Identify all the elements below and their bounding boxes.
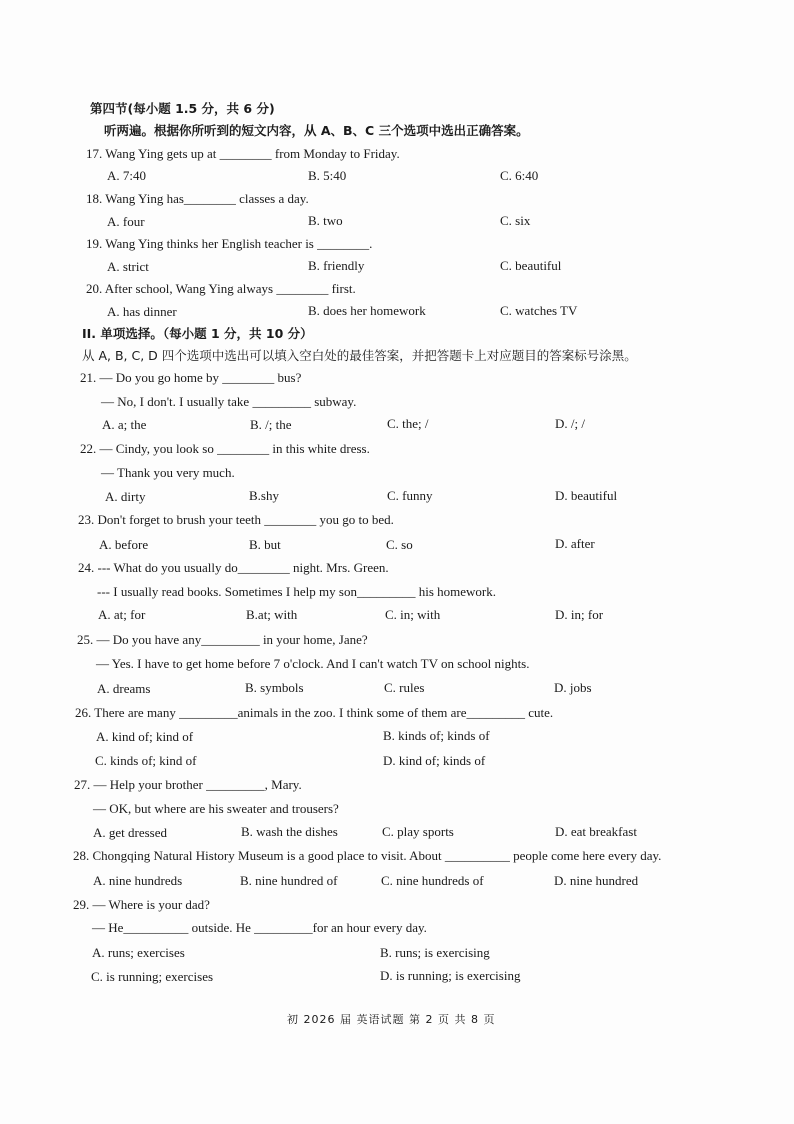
question-line: — He__________ outside. He _________for an hour every day. xyxy=(92,920,427,935)
option-d: D. eat breakfast xyxy=(555,824,637,839)
part-instruction: 从 A, B, C, D 四个选项中选出可以填入空白处的最佳答案，并把答题卡上对应题目的答案标号涂黑。 xyxy=(82,348,637,363)
option-d: D. is running; is exercising xyxy=(380,968,521,983)
question-stem: 20. After school, Wang Ying always ________ first. xyxy=(86,281,356,296)
option-b: B. does her homework xyxy=(308,303,426,318)
option-c: C. the; / xyxy=(387,416,429,431)
option-a: A. four xyxy=(107,214,145,229)
section-instruction: 听两遍。根据你所听到的短文内容，从 A、B、C 三个选项中选出正确答案。 xyxy=(104,123,529,138)
question-stem: 27. — Help your brother _________, Mary. xyxy=(74,777,302,792)
question-stem: 23. Don't forget to brush your teeth ________ you go to bed. xyxy=(78,512,394,527)
option-d: D. after xyxy=(555,536,595,551)
part-title: II. 单项选择。（每小题 1 分，共 10 分） xyxy=(82,326,313,341)
question-line: — OK, but where are his sweater and trousers? xyxy=(93,801,339,816)
option-a: A. runs; exercises xyxy=(92,945,185,960)
question-line: --- I usually read books. Sometimes I help my son_________ his homework. xyxy=(97,584,496,599)
question-stem: 18. Wang Ying has________ classes a day. xyxy=(86,191,309,206)
option-c: C. in; with xyxy=(385,607,441,622)
question-stem: 19. Wang Ying thinks her English teacher is ________. xyxy=(86,236,373,251)
option-b: B. symbols xyxy=(245,680,304,695)
option-d: D. nine hundred xyxy=(554,873,639,888)
option-d: D. beautiful xyxy=(555,488,618,503)
option-a: A. 7:40 xyxy=(107,168,146,183)
question-line: — No, I don't. I usually take _________ subway. xyxy=(101,394,357,409)
option-b: B. nine hundred of xyxy=(240,873,338,888)
question-stem: 26. There are many _________animals in the zoo. I think some of them are_________ cute. xyxy=(75,705,554,720)
question-stem: 21. — Do you go home by ________ bus? xyxy=(80,370,302,385)
option-c: C. 6:40 xyxy=(500,168,539,183)
option-a: A. a; the xyxy=(102,417,147,432)
option-a: A. before xyxy=(99,537,149,552)
option-c: C. rules xyxy=(384,680,425,695)
option-c: C. play sports xyxy=(382,824,454,839)
option-b: B. but xyxy=(249,537,281,552)
option-c: C. so xyxy=(386,537,413,552)
option-c: C. watches TV xyxy=(500,303,578,318)
question-stem: 29. — Where is your dad? xyxy=(73,897,210,912)
option-b: B. runs; is exercising xyxy=(380,945,490,960)
page-footer: 初 2026 届 英语试题 第 2 页 共 8 页 xyxy=(287,1013,496,1026)
option-a: A. dreams xyxy=(97,681,151,696)
question-stem: 25. — Do you have any_________ in your home, Jane? xyxy=(77,632,368,647)
option-c: C. kinds of; kind of xyxy=(95,753,197,768)
question-stem: 22. — Cindy, you look so ________ in this white dress. xyxy=(80,441,370,456)
option-b: B.at; with xyxy=(246,607,298,622)
option-c: C. six xyxy=(500,213,531,228)
option-b: B. wash the dishes xyxy=(241,824,338,839)
question-stem: 28. Chongqing Natural History Museum is a good place to visit. About __________ people come here every day. xyxy=(73,848,662,863)
option-d: D. kind of; kinds of xyxy=(383,753,486,768)
option-b: B. friendly xyxy=(308,258,365,273)
option-b: B. kinds of; kinds of xyxy=(383,728,490,743)
option-a: A. get dressed xyxy=(93,825,168,840)
option-a: A. dirty xyxy=(105,489,146,504)
option-c: C. funny xyxy=(387,488,433,503)
question-line: — Yes. I have to get home before 7 o'clock. And I can't watch TV on school nights. xyxy=(96,656,530,671)
option-d: D. in; for xyxy=(555,607,604,622)
option-a: A. kind of; kind of xyxy=(96,729,194,744)
option-a: A. has dinner xyxy=(107,304,177,319)
section-title: 第四节(每小题 1.5 分，共 6 分) xyxy=(90,101,275,116)
question-stem: 17. Wang Ying gets up at ________ from Monday to Friday. xyxy=(86,146,400,161)
option-b: B.shy xyxy=(249,488,279,503)
option-a: A. at; for xyxy=(98,607,146,622)
option-b: B. 5:40 xyxy=(308,168,347,183)
option-c: C. beautiful xyxy=(500,258,562,273)
question-line: — Thank you very much. xyxy=(101,465,235,480)
question-stem: 24. --- What do you usually do________ night. Mrs. Green. xyxy=(78,560,389,575)
option-a: A. nine hundreds xyxy=(93,873,183,888)
option-c: C. is running; exercises xyxy=(91,969,214,984)
option-b: B. /; the xyxy=(250,417,292,432)
option-d: D. /; / xyxy=(555,416,585,431)
option-c: C. nine hundreds of xyxy=(381,873,484,888)
option-d: D. jobs xyxy=(554,680,592,695)
option-a: A. strict xyxy=(107,259,149,274)
option-b: B. two xyxy=(308,213,343,228)
